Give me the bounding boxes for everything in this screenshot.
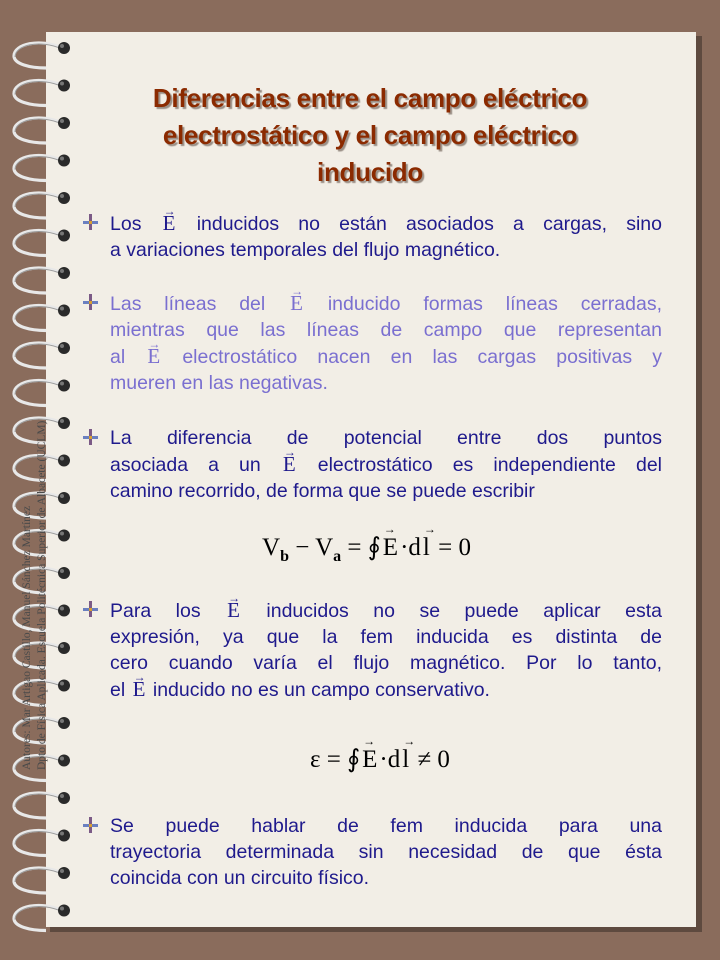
bullet-5-text-b: trayectoria determinada sin necesidad de que ésta (110, 841, 662, 863)
binding-hole-highlight (60, 532, 64, 536)
bullet-1-text-c: a variaciones temporales del flujo magnético. (110, 239, 501, 261)
formula1-equals-zero: = 0 (431, 534, 471, 561)
formula2-dot: ·d (379, 746, 401, 773)
E-vector-symbol: → E (161, 210, 178, 236)
bullet-4-text-e: el (110, 679, 126, 701)
formula1-E-vector: → E (381, 534, 400, 562)
E-vector-symbol: → E (131, 676, 148, 702)
formula1-v: V (262, 534, 281, 561)
bullet-marker-icon (82, 213, 100, 231)
binding-hole (58, 117, 70, 129)
binding-hole (58, 867, 70, 879)
bullet-2-text-e: electrostático nacen en las cargas positivas y (182, 346, 662, 368)
formula1-integral: = ∮ (341, 534, 381, 561)
author-credit (20, 250, 50, 770)
formula-potential-difference (262, 532, 471, 566)
binding-hole-highlight (60, 607, 64, 611)
bullet-3-text-c: electrostático es independiente del (317, 454, 662, 476)
bullet-2-text-f: mueren en las negativas. (110, 372, 328, 394)
binding-hole (58, 417, 70, 429)
bullet-1 (110, 210, 662, 263)
bullet-3-text-d: camino recorrido, de forma que se puede escribir (110, 480, 535, 502)
bullet-4-text-c: expresión, ya que la fem inducida es distinta de (110, 626, 662, 648)
bullet-2-text-d: al (110, 346, 126, 368)
binding-hole-highlight (60, 269, 64, 273)
bullet-2-text-c: mientras que las líneas de campo que representan (110, 319, 662, 341)
binding-hole-highlight (60, 82, 64, 86)
binding-hole (58, 830, 70, 842)
bullet-4-text-b: inducidos no se puede aplicar esta (266, 600, 662, 622)
binding-hole (58, 905, 70, 917)
binding-hole-highlight (60, 457, 64, 461)
binding-hole-highlight (60, 419, 64, 423)
bullet-marker-icon (82, 600, 100, 618)
binding-hole-highlight (60, 644, 64, 648)
bullet-2-text-a: Las líneas del (110, 293, 266, 315)
binding-hole-highlight (60, 869, 64, 873)
binding-hole-highlight (60, 794, 64, 798)
binding-hole (58, 492, 70, 504)
formula1-sub-b: b (280, 548, 289, 565)
bullet-marker-icon (82, 293, 100, 311)
binding-hole (58, 155, 70, 167)
binding-hole-highlight (60, 382, 64, 386)
binding-hole (58, 305, 70, 317)
bullet-5-text-a: Se puede hablar de fem inducida para una (110, 815, 662, 837)
binding-hole (58, 455, 70, 467)
binding-hole (58, 530, 70, 542)
bullet-4-text-a: Para los (110, 600, 201, 622)
binding-hole (58, 80, 70, 92)
E-vector-symbol: → E (288, 290, 305, 316)
binding-hole-highlight (60, 44, 64, 48)
binding-hole-highlight (60, 832, 64, 836)
binding-hole-highlight (60, 307, 64, 311)
bullet-3 (110, 425, 662, 504)
bullet-4 (110, 597, 662, 703)
binding-hole (58, 42, 70, 54)
bullet-5 (110, 813, 662, 891)
binding-hole (58, 267, 70, 279)
binding-hole (58, 680, 70, 692)
binding-hole (58, 642, 70, 654)
formula1-l-vector: → l (421, 534, 432, 562)
bullet-3-text-b: asociada a un (110, 454, 261, 476)
binding-hole-highlight (60, 157, 64, 161)
binding-hole-highlight (60, 719, 64, 723)
slide-title (120, 80, 620, 191)
credit-line-department: Dpto de Física Aplicada. Escuela Politécnica Superior de Albacete (UCLM) (36, 420, 48, 770)
binding-hole-highlight (60, 569, 64, 573)
formula2-E-vector: → E (360, 746, 379, 774)
formula2-not-equal-zero: ≠ 0 (411, 746, 450, 773)
E-vector-symbol: → E (145, 343, 162, 369)
binding-hole-highlight (60, 344, 64, 348)
bullet-2 (110, 290, 662, 396)
bullet-3-text-a: La diferencia de potencial entre dos puntos (110, 427, 662, 449)
bullet-4-text-d: cero cuando varía el flujo magnético. Por lo tanto, (110, 652, 662, 674)
binding-hole-highlight (60, 194, 64, 198)
bullet-2-text-b: inducido formas líneas cerradas, (327, 293, 662, 315)
binding-hole-highlight (60, 907, 64, 911)
title-line-3: inducido (317, 157, 423, 187)
binding-hole-highlight (60, 494, 64, 498)
E-vector-symbol: → E (281, 451, 298, 477)
binding-hole-highlight (60, 232, 64, 236)
formula2-epsilon-integral: ε = ∮ (310, 746, 361, 773)
binding-hole-highlight (60, 757, 64, 761)
title-line-1: Diferencias entre el campo eléctrico (152, 83, 588, 113)
binding-hole (58, 342, 70, 354)
binding-hole (58, 380, 70, 392)
formula-induced-emf (310, 744, 450, 774)
formula2-l-vector: → l (400, 746, 411, 774)
bullet-1-text-a: Los (110, 213, 142, 235)
binding-hole (58, 605, 70, 617)
binding-hole-highlight (60, 119, 64, 123)
formula1-sub-a: a (333, 548, 342, 565)
title-line-2: electrostático y el campo eléctrico (162, 120, 578, 150)
binding-hole (58, 792, 70, 804)
credit-line-authors: Autores: Mar Artigao Castillo, Manuel Sánchez Martínez (21, 505, 33, 770)
bullet-1-text-b: inducidos no están asociados a cargas, sino (196, 213, 662, 235)
bullet-marker-icon (82, 428, 100, 446)
formula1-minus: − V (288, 534, 334, 561)
binding-hole (58, 567, 70, 579)
binding-hole (58, 230, 70, 242)
binding-hole (58, 755, 70, 767)
bullet-marker-icon (82, 816, 100, 834)
binding-hole (58, 192, 70, 204)
binding-hole (58, 717, 70, 729)
bullet-5-text-c: coincida con un circuito físico. (110, 867, 370, 889)
E-vector-symbol: → E (225, 597, 242, 623)
formula1-dot: ·d (400, 534, 421, 561)
binding-hole-highlight (60, 682, 64, 686)
bullet-4-text-f: inducido no es un campo conservativo. (152, 679, 490, 701)
